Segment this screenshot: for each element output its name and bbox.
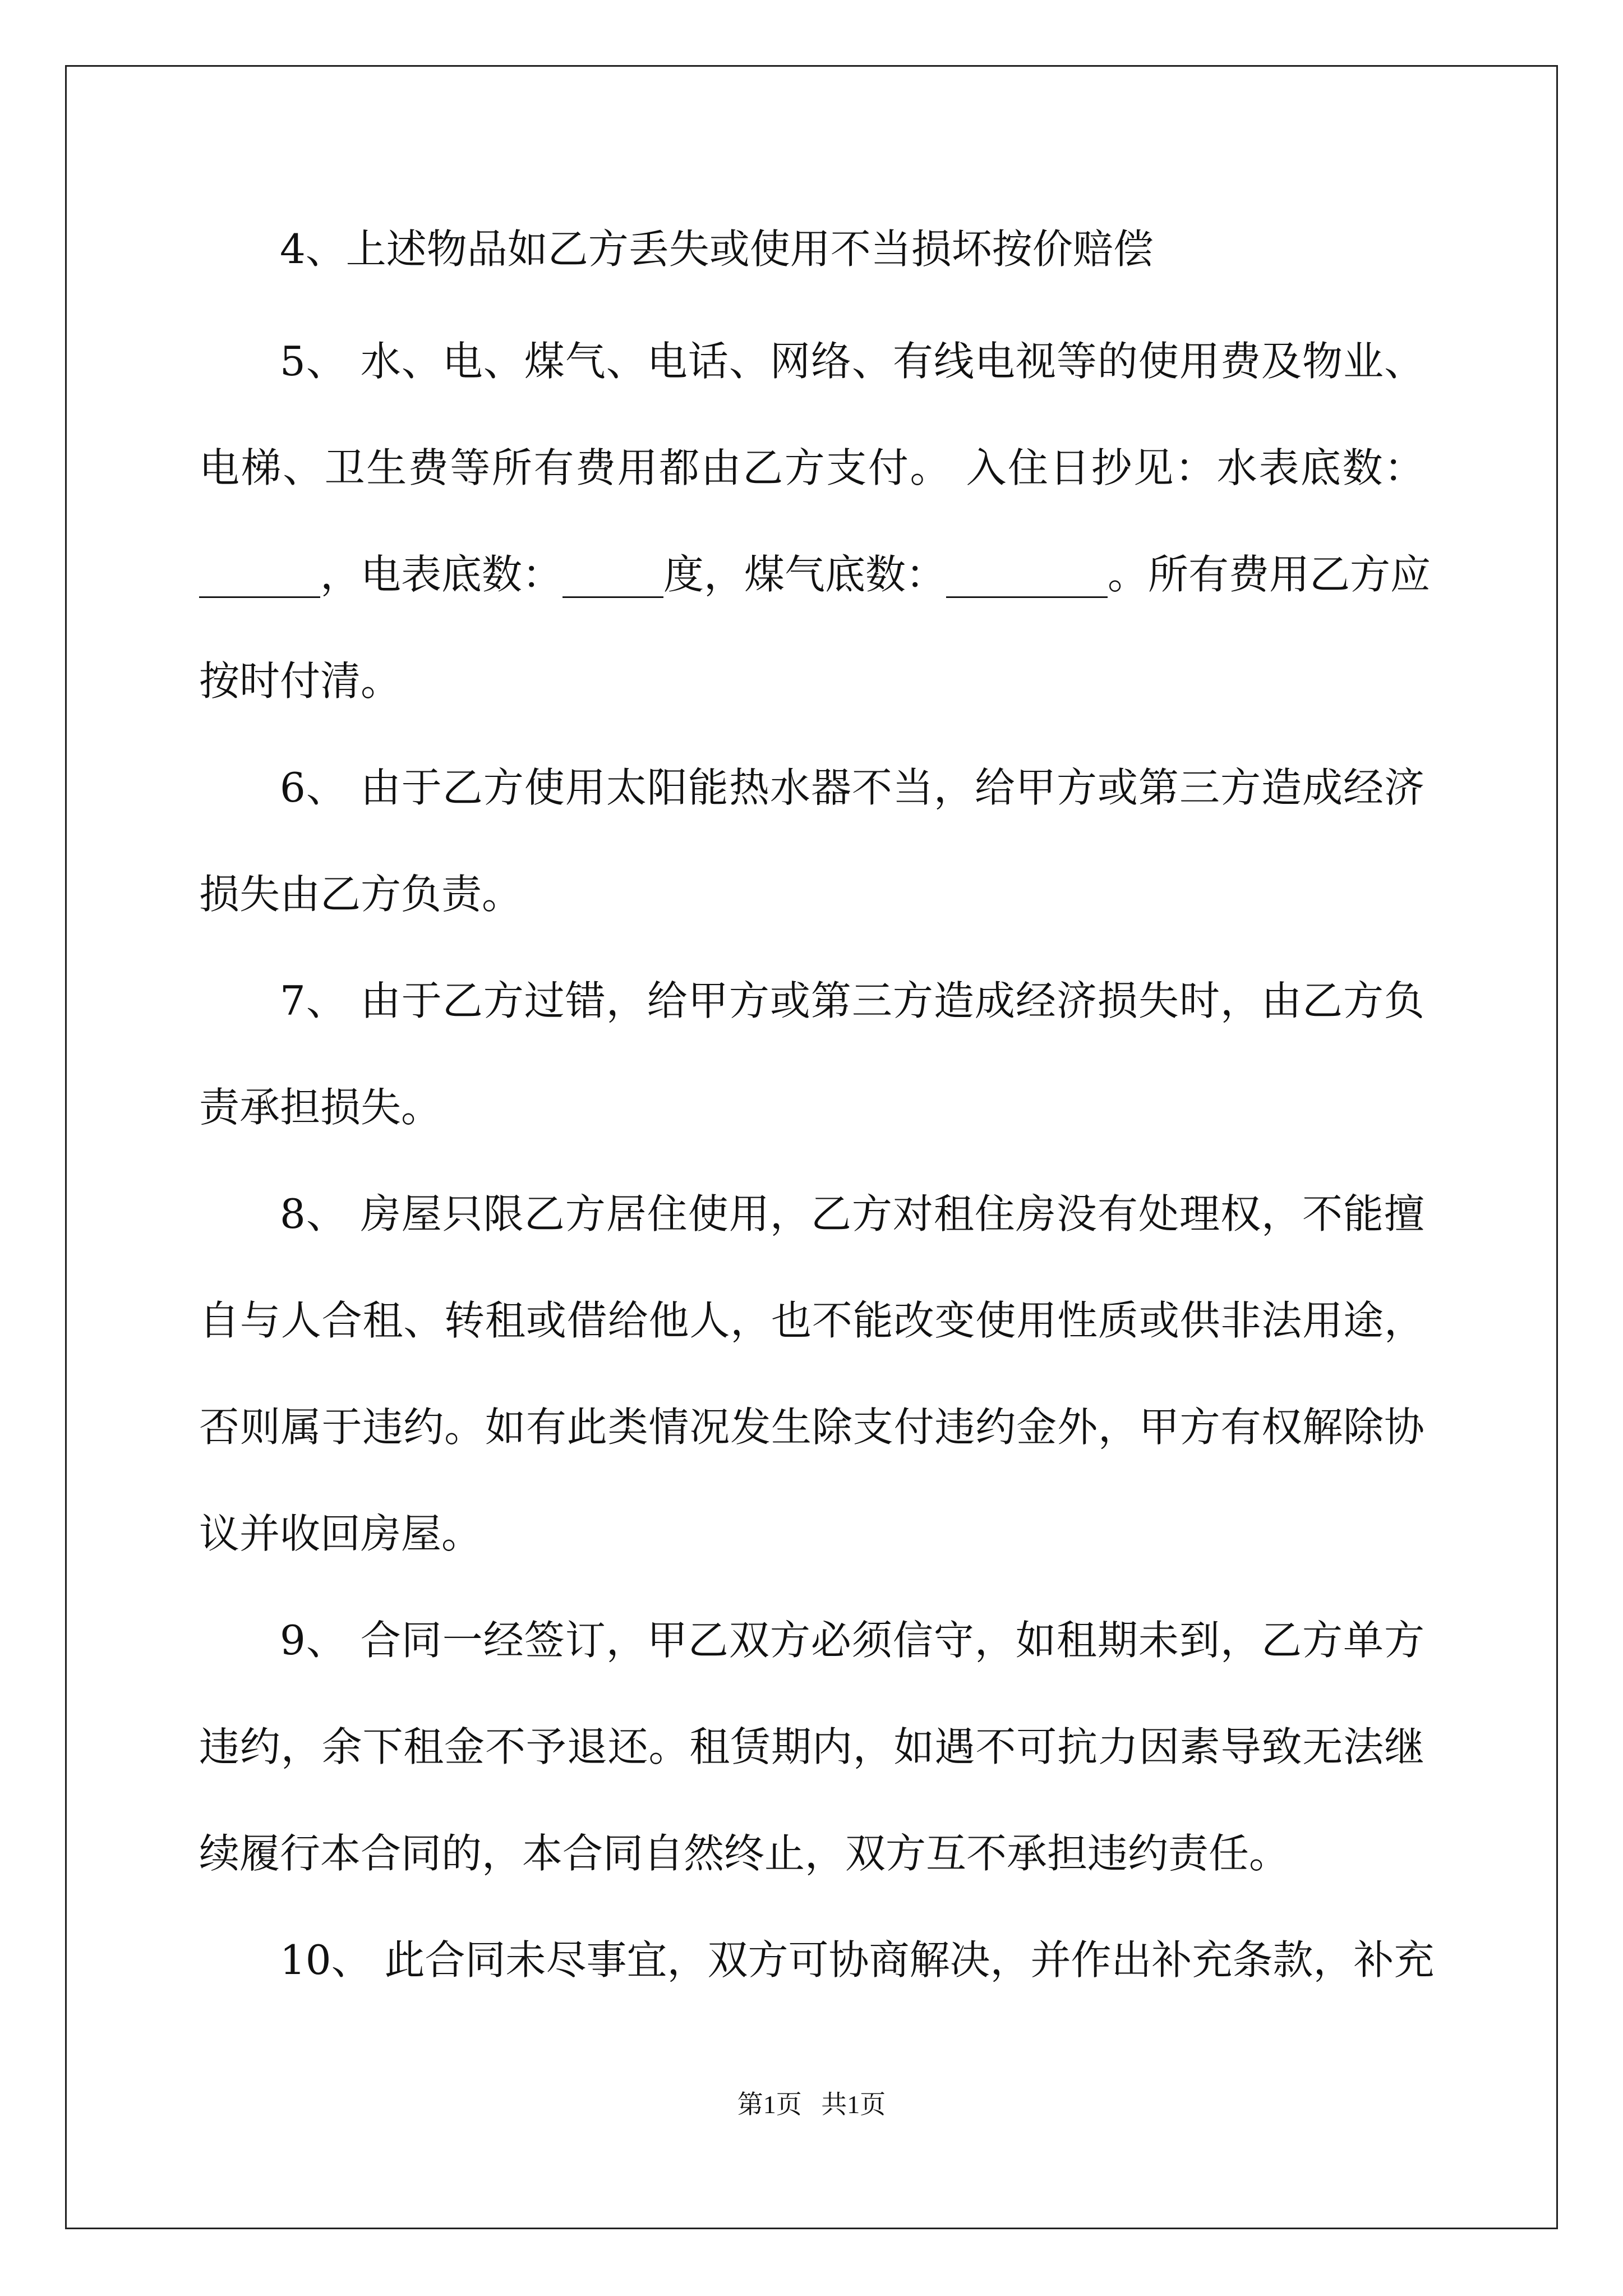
page-number-footer: 第1页 共1页 [737,2090,886,2119]
text-line: 自与人合租、转租或借给他人，也不能改变使用性质或供非法用途， [199,1297,1424,1344]
text-line: 电梯、卫生费等所有费用都由乙方支付。 入住日抄见：水表底数： [199,444,1424,491]
text-line: 9、 合同一经签订，甲乙双方必须信守，如租期未到，乙方单方 [280,1617,1424,1664]
text-line: 10、 此合同未尽事宜，双方可协商解决，并作出补充条款，补充 [280,1936,1435,1984]
text-line: ______，电表底数：_____度，煤气底数：________。所有费用乙方应 [199,551,1431,598]
text-line: 责承担损失。 [199,1084,442,1131]
text-line: 违约，余下租金不予退还。租赁期内，如遇不可抗力因素导致无法继 [199,1723,1424,1770]
text-line: 损失由乙方负责。 [199,871,523,918]
text-line: 否则属于违约。如有此类情况发生除支付违约金外，甲方有权解除协 [199,1404,1424,1451]
text-line: 续履行本合同的，本合同自然终止，双方互不承担违约责任。 [199,1830,1290,1877]
text-line: 7、 由于乙方过错，给甲方或第三方造成经济损失时，由乙方负 [280,977,1424,1024]
text-line: 8、 房屋只限乙方居住使用，乙方对租住房没有处理权，不能擅 [280,1190,1424,1237]
text-line: 议并收回房屋。 [199,1510,482,1557]
text-line: 按时付清。 [199,657,402,705]
page-border [65,65,1558,2229]
text-line: 6、 由于乙方使用太阳能热水器不当，给甲方或第三方造成经济 [280,764,1424,811]
text-line: 5、 水、电、煤气、电话、网络、有线电视等的使用费及物业、 [280,338,1424,385]
text-line: 4、上述物品如乙方丢失或使用不当损坏按价赔偿 [280,226,1154,273]
